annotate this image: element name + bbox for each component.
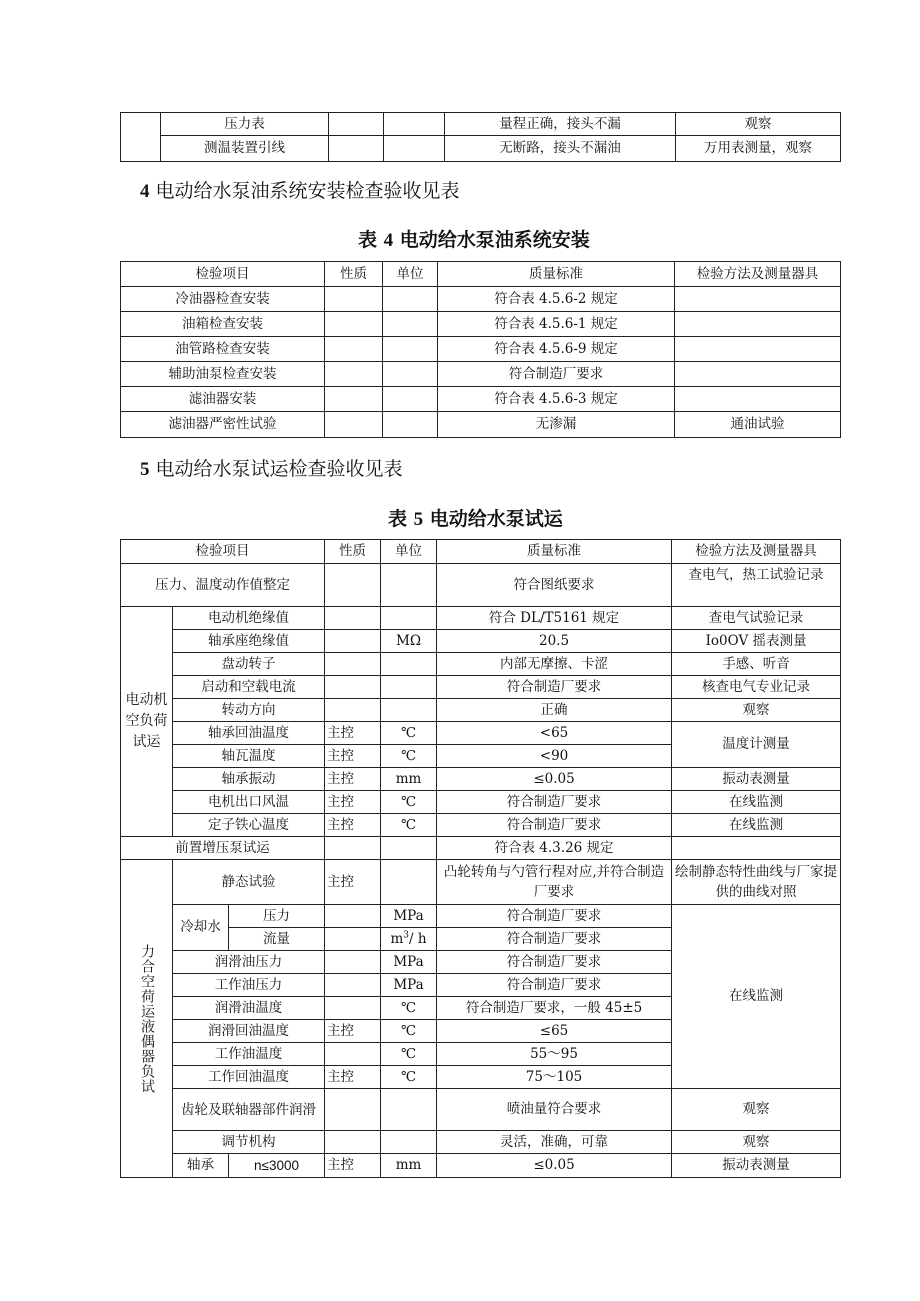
item-cell: 工作油温度 <box>173 1043 325 1066</box>
standard-cell: 符合制造厂要求 <box>437 791 672 814</box>
unit-cell: ℃ <box>381 1043 437 1066</box>
table-row <box>121 412 841 438</box>
table-row <box>121 136 841 162</box>
standard-cell: ≤0.05 <box>437 768 672 791</box>
header-method: 检验方法及测量器具 <box>675 262 841 287</box>
method-cell: 在线监测 <box>672 905 841 1089</box>
standard-cell: 20.5 <box>437 630 672 653</box>
table-row <box>121 653 841 676</box>
table-header-row <box>121 540 841 564</box>
standard-cell: 内部无摩擦、卡涩 <box>437 653 672 676</box>
standard-cell: 符合表 4.5.6-1 规定 <box>438 312 675 337</box>
table-row <box>121 113 841 136</box>
method-cell: 万用表测量，观察 <box>676 136 841 162</box>
method-cell: 温度计测量 <box>672 722 841 768</box>
table-row <box>121 1089 841 1131</box>
table-row <box>121 699 841 722</box>
item-cell: 油箱检查安装 <box>121 312 325 337</box>
table-row <box>121 814 841 837</box>
method-cell: 查电气试验记录 <box>672 607 841 630</box>
table4-caption: 表 4 电动给水泵油系统安装 <box>358 229 590 251</box>
standard-cell: 灵活，准确，可靠 <box>437 1131 672 1154</box>
standard-cell: ≤0.05 <box>437 1154 672 1178</box>
method-cell: Io0OV 摇表测量 <box>672 630 841 653</box>
header-unit: 单位 <box>381 540 437 564</box>
standard-cell: <65 <box>437 722 672 745</box>
item-cell: 电动机绝缘值 <box>173 607 325 630</box>
unit-cell: ℃ <box>381 722 437 745</box>
item-cell: 压力 <box>229 905 325 928</box>
standard-cell: 符合制造厂要求 <box>437 905 672 928</box>
table-row <box>121 312 841 337</box>
unit-cell: MPa <box>381 951 437 974</box>
item-cell: 定子铁心温度 <box>173 814 325 837</box>
method-cell <box>675 337 841 362</box>
unit-cell: $m^3/$ h <box>381 928 437 951</box>
nature-cell: 主控 <box>325 1154 381 1178</box>
method-cell <box>675 312 841 337</box>
method-cell: 观察 <box>676 113 841 136</box>
nature-cell: 主控 <box>325 722 381 745</box>
item-cell: 工作回油温度 <box>173 1066 325 1089</box>
method-cell: 振动表测量 <box>672 768 841 791</box>
table-row <box>121 1131 841 1154</box>
table-row <box>121 387 841 412</box>
cooling-water-label: 冷却水 <box>173 905 229 951</box>
standard-cell: 无断路，接头不漏油 <box>445 136 676 162</box>
method-cell: 手感、听音 <box>672 653 841 676</box>
table-row <box>121 837 841 860</box>
method-cell: 观察 <box>672 699 841 722</box>
table-header-row <box>121 262 841 287</box>
standard-cell: 55～95 <box>437 1043 672 1066</box>
unit-cell: MPa <box>381 905 437 928</box>
table-row <box>121 768 841 791</box>
standard-cell: 符合图纸要求 <box>437 564 672 607</box>
item-cell: 工作油压力 <box>173 974 325 997</box>
table5 <box>120 539 841 1178</box>
unit-cell: ℃ <box>381 814 437 837</box>
item-cell: 冷油器检查安装 <box>121 287 325 312</box>
standard-cell: 符合制造厂要求 <box>437 814 672 837</box>
method-cell <box>675 362 841 387</box>
method-cell: 振动表测量 <box>672 1154 841 1178</box>
standard-cell: 凸轮转角与勺管行程对应,并符合制造厂要求 <box>437 860 672 905</box>
unit-cell: MPa <box>381 974 437 997</box>
section-5-heading <box>140 454 403 481</box>
unit-cell: mm <box>381 768 437 791</box>
nature-cell: 主控 <box>325 860 381 905</box>
section-number: 4 <box>140 181 150 202</box>
table-row <box>121 287 841 312</box>
section-number: 5 <box>140 459 150 480</box>
table3-tail <box>120 112 841 162</box>
method-cell: 核查电气专业记录 <box>672 676 841 699</box>
item-cell: 盘动转子 <box>173 653 325 676</box>
method-cell: 观察 <box>672 1089 841 1131</box>
item-cell: 压力、温度动作值整定 <box>121 564 325 607</box>
table4 <box>120 261 841 438</box>
group-label-motor: 电动机空负荷试运 <box>121 607 173 837</box>
unit-cell: ℃ <box>381 1066 437 1089</box>
standard-cell: 符合表 4.5.6-9 规定 <box>438 337 675 362</box>
standard-cell: 符合表 4.5.6-2 规定 <box>438 287 675 312</box>
nature-cell: 主控 <box>325 768 381 791</box>
item-cell: 润滑回油温度 <box>173 1020 325 1043</box>
unit-cell: ℃ <box>381 791 437 814</box>
section-title: 电动给水泵试运检查验收见表 <box>155 458 403 480</box>
nature-cell: 主控 <box>325 745 381 768</box>
unit-cell: mm <box>381 1154 437 1178</box>
item-cell: 轴承振动 <box>173 768 325 791</box>
standard-cell: 符合制造厂要求 <box>437 928 672 951</box>
item-cell: 润滑油温度 <box>173 997 325 1020</box>
standard-cell: 符合制造厂要求 <box>438 362 675 387</box>
standard-cell: 符合表 4.3.26 规定 <box>437 837 672 860</box>
standard-cell: 75～105 <box>437 1066 672 1089</box>
standard-cell: <90 <box>437 745 672 768</box>
table-row <box>121 905 841 928</box>
table-row <box>121 860 841 905</box>
header-method: 检验方法及测量器具 <box>672 540 841 564</box>
item-cell: 流量 <box>229 928 325 951</box>
table-row <box>121 362 841 387</box>
section-title: 电动给水泵油系统安装检查验收见表 <box>155 180 460 202</box>
item-cell: 齿轮及联轴器部件润滑 <box>173 1089 325 1131</box>
table-row <box>121 630 841 653</box>
method-cell: 查电气，热工试验记录 <box>672 564 841 607</box>
item-cell: 油管路检查安装 <box>121 337 325 362</box>
header-nature: 性质 <box>325 262 383 287</box>
table-row <box>121 791 841 814</box>
nature-cell: 主控 <box>325 1020 381 1043</box>
standard-cell: 正确 <box>437 699 672 722</box>
standard-cell: 符合制造厂要求 <box>437 974 672 997</box>
table-row <box>121 564 841 607</box>
item-cell: 轴瓦温度 <box>173 745 325 768</box>
table-row <box>121 1154 841 1178</box>
method-cell: 观察 <box>672 1131 841 1154</box>
header-unit: 单位 <box>383 262 438 287</box>
unit-cell: ℃ <box>381 745 437 768</box>
header-standard: 质量标准 <box>438 262 675 287</box>
unit-cell: ℃ <box>381 997 437 1020</box>
item-cell: 轴承座绝缘值 <box>173 630 325 653</box>
nature-cell: 主控 <box>325 791 381 814</box>
item-cell: 辅助油泵检查安装 <box>121 362 325 387</box>
unit-cell: ℃ <box>381 1020 437 1043</box>
item-cell: 电机出口风温 <box>173 791 325 814</box>
header-nature: 性质 <box>325 540 381 564</box>
method-cell <box>675 287 841 312</box>
header-item: 检验项目 <box>121 262 325 287</box>
standard-cell: ≤65 <box>437 1020 672 1043</box>
condition-cell: n≤3000 <box>229 1154 325 1178</box>
item-cell: 调节机构 <box>173 1131 325 1154</box>
table-row <box>121 676 841 699</box>
nature-cell: 主控 <box>325 814 381 837</box>
header-standard: 质量标准 <box>437 540 672 564</box>
method-cell: 在线监测 <box>672 814 841 837</box>
section-4-heading <box>140 176 460 203</box>
unit-cell: MΩ <box>381 630 437 653</box>
table-row <box>121 607 841 630</box>
table-row <box>121 722 841 745</box>
item-cell: 轴承回油温度 <box>173 722 325 745</box>
item-cell: 测温装置引线 <box>161 136 329 162</box>
standard-cell: 符合制造厂要求 <box>437 676 672 699</box>
standard-cell: 量程正确，接头不漏 <box>445 113 676 136</box>
standard-cell: 符合制造厂要求，一般 45±5 <box>437 997 672 1020</box>
method-cell: 通油试验 <box>675 412 841 438</box>
item-cell: 滤油器严密性试验 <box>121 412 325 438</box>
item-cell: 启动和空载电流 <box>173 676 325 699</box>
standard-cell: 符合 DL/T5161 规定 <box>437 607 672 630</box>
table-row <box>121 337 841 362</box>
item-cell: 前置增压泵试运 <box>121 837 325 860</box>
standard-cell: 无渗漏 <box>438 412 675 438</box>
method-cell <box>675 387 841 412</box>
table5-caption: 表 5 电动给水泵试运 <box>388 508 563 530</box>
standard-cell: 喷油量符合要求 <box>437 1089 672 1131</box>
method-cell: 绘制静态特性曲线与厂家提供的曲线对照 <box>672 860 841 905</box>
method-cell: 在线监测 <box>672 791 841 814</box>
header-item: 检验项目 <box>121 540 325 564</box>
standard-cell: 符合表 4.5.6-3 规定 <box>438 387 675 412</box>
item-cell: 滤油器安装 <box>121 387 325 412</box>
nature-cell: 主控 <box>325 1066 381 1089</box>
item-cell: 静态试验 <box>173 860 325 905</box>
item-cell: 转动方向 <box>173 699 325 722</box>
item-cell: 润滑油压力 <box>173 951 325 974</box>
item-cell: 压力表 <box>161 113 329 136</box>
group-label-coupling: 力合空荷运液偶器负试 <box>121 860 173 1178</box>
bearing-label: 轴承 <box>173 1154 229 1178</box>
standard-cell: 符合制造厂要求 <box>437 951 672 974</box>
